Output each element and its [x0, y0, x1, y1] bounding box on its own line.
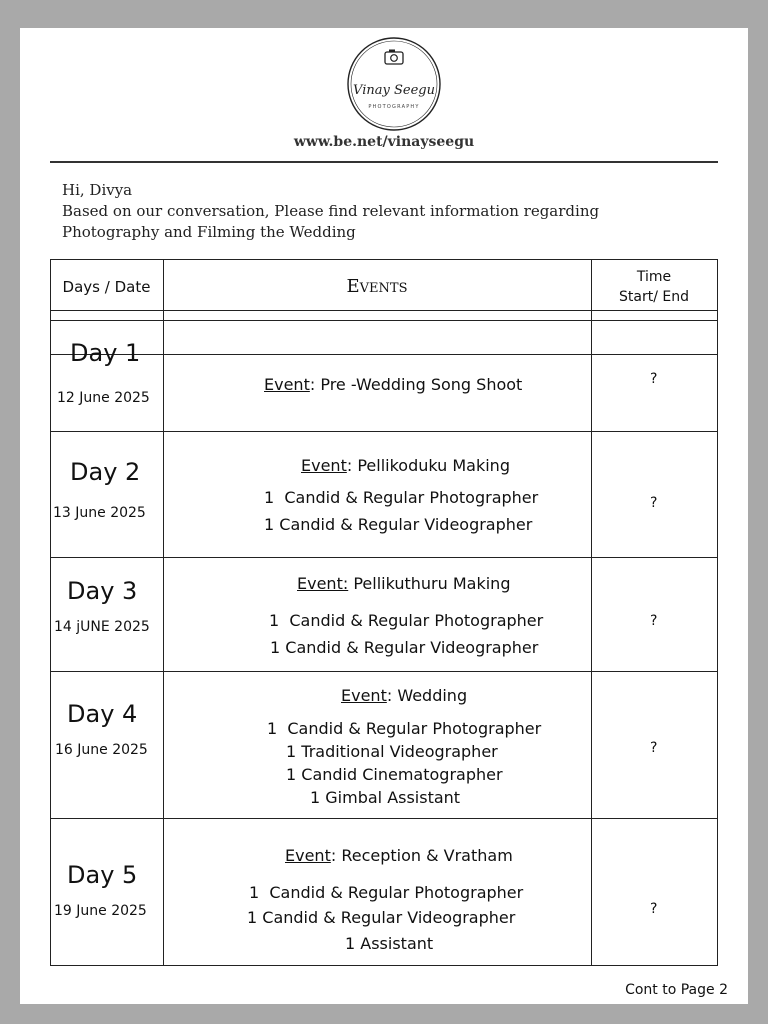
- event-detail: 1 Candid & Regular Photographer: [249, 883, 524, 902]
- table-divider: [50, 354, 718, 355]
- table-border-right: [717, 259, 718, 966]
- logo-name: Vinay Seegu: [353, 83, 435, 98]
- time-value: ?: [650, 901, 658, 917]
- document-page: [20, 28, 748, 1004]
- time-value: ?: [650, 740, 658, 756]
- day-label: Day 5: [67, 861, 138, 889]
- event-detail: 1 Candid & Regular Videographer: [270, 638, 539, 657]
- camera-icon: [385, 50, 403, 65]
- intro-line-2: Photography and Filming the Wedding: [62, 223, 356, 241]
- intro-text: [62, 180, 599, 243]
- day-date: 12 June 2025: [57, 390, 150, 406]
- event-title: [301, 456, 510, 475]
- event-name: : Pre -Wedding Song Shoot: [309, 375, 523, 394]
- table-divider: [50, 310, 718, 311]
- table-divider: [50, 671, 718, 672]
- table-divider: [50, 431, 718, 432]
- event-title: [297, 574, 510, 593]
- event-title: [285, 846, 513, 865]
- table-border-top: [50, 259, 718, 260]
- event-title: [264, 375, 522, 394]
- event-detail: 1 Candid & Regular Videographer: [264, 515, 533, 534]
- greeting: Hi, Divya: [62, 181, 133, 199]
- header-events: Events: [346, 276, 408, 297]
- event-label: Event: [264, 375, 310, 394]
- table-border-bottom: [50, 965, 718, 966]
- table-divider: [50, 818, 718, 819]
- intro-line-1: Based on our conversation, Please find relevant information regarding: [62, 202, 600, 220]
- time-value: ?: [650, 371, 658, 387]
- logo-tagline: PHOTOGRAPHY: [368, 104, 420, 110]
- event-detail: 1 Candid Cinematographer: [286, 765, 503, 784]
- day-label: Day 4: [67, 700, 138, 728]
- table-divider: [50, 320, 718, 321]
- event-detail: 1 Assistant: [345, 934, 434, 953]
- day-label: Day 1: [70, 339, 141, 367]
- day-label: Day 3: [67, 577, 138, 605]
- event-name: Pellikuthuru Making: [348, 574, 511, 593]
- header-time-line-1: Time: [636, 269, 672, 285]
- day-date: 19 June 2025: [54, 903, 147, 919]
- day-date: 13 June 2025: [53, 505, 146, 521]
- event-title: [341, 686, 467, 705]
- event-label: Event: [285, 846, 331, 865]
- table-divider: [50, 557, 718, 558]
- day-label: Day 2: [70, 458, 141, 486]
- time-value: ?: [650, 613, 658, 629]
- table-column-divider: [163, 259, 164, 966]
- table-border-left: [50, 259, 51, 966]
- event-detail: 1 Candid & Regular Photographer: [267, 719, 542, 738]
- event-label: Event: [301, 456, 347, 475]
- event-detail: 1 Gimbal Assistant: [310, 788, 461, 807]
- event-detail: 1 Candid & Regular Videographer: [247, 908, 516, 927]
- header-days-date: Days / Date: [62, 278, 151, 296]
- event-detail: 1 Traditional Videographer: [286, 742, 498, 761]
- table-column-divider: [591, 259, 592, 966]
- logo: [340, 36, 448, 132]
- header-divider: [50, 161, 718, 163]
- event-detail: 1 Candid & Regular Photographer: [269, 611, 544, 630]
- event-name: : Reception & Vratham: [330, 846, 513, 865]
- website-link[interactable]: www.be.net/vinayseegu: [293, 134, 475, 150]
- continuation-note: Cont to Page 2: [625, 982, 728, 998]
- event-label: Event: [341, 686, 387, 705]
- header-time-line-2: Start/ End: [619, 289, 689, 305]
- event-label: Event:: [297, 574, 349, 593]
- time-value: ?: [650, 495, 658, 511]
- event-name: : Pellikoduku Making: [346, 456, 510, 475]
- day-date: 14 jUNE 2025: [54, 619, 150, 635]
- day-date: 16 June 2025: [55, 742, 148, 758]
- event-name: : Wedding: [386, 686, 468, 705]
- header-time: [591, 267, 717, 307]
- event-detail: 1 Candid & Regular Photographer: [264, 488, 539, 507]
